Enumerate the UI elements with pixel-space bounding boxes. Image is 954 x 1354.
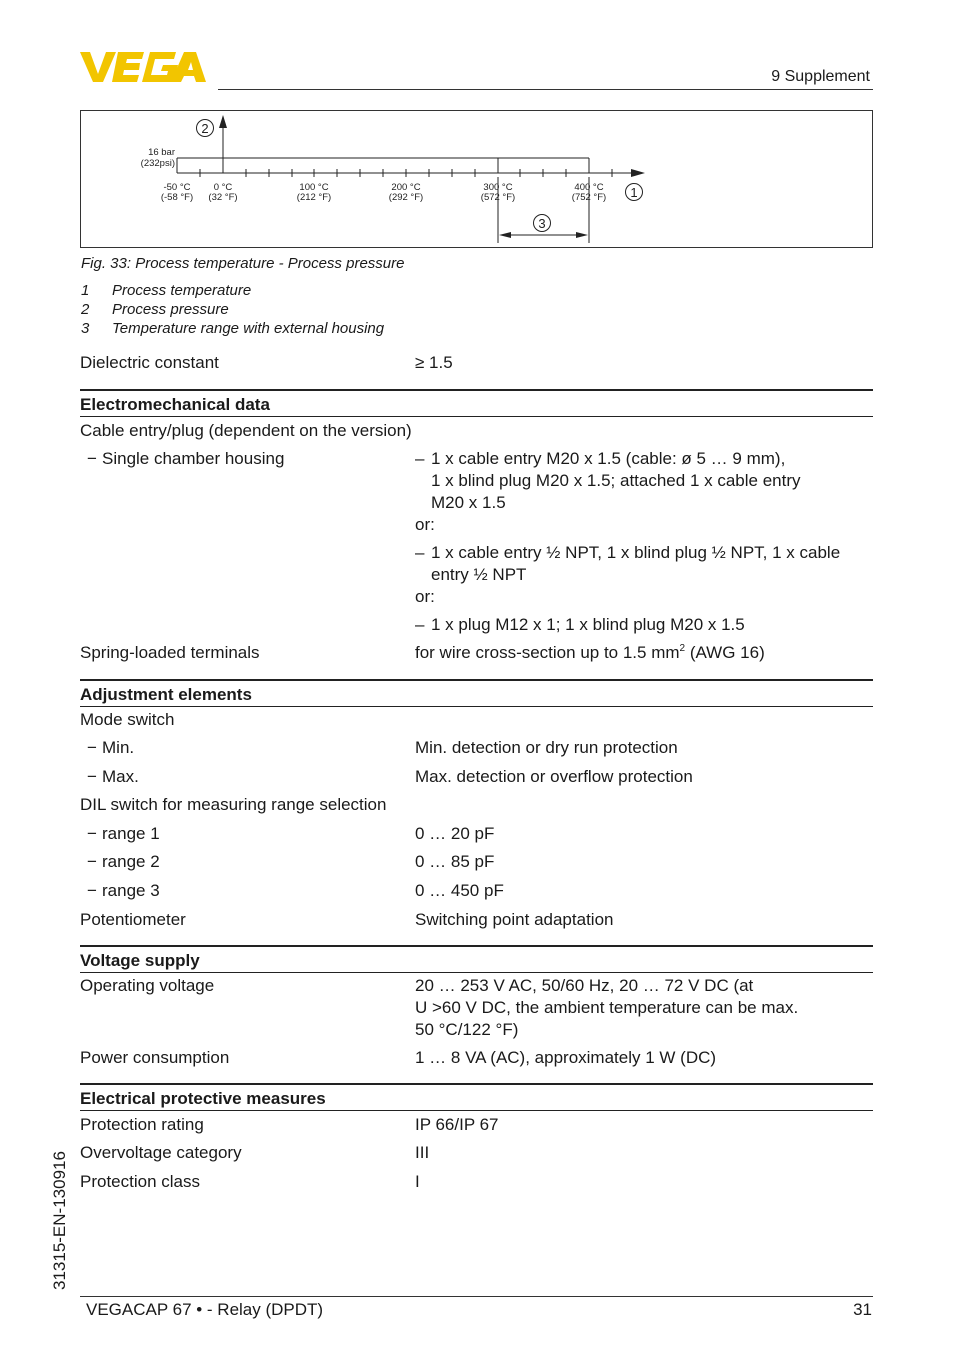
or-line: or: xyxy=(415,515,435,534)
option3-line: – 1 x plug M12 x 1; 1 x blind plug M20 x 1.5 xyxy=(415,615,745,634)
section-voltage-supply: Voltage supply xyxy=(80,945,873,973)
protection-class-row: Protection class I xyxy=(80,1172,420,1191)
page-number: 31 xyxy=(853,1300,872,1319)
dielectric-row xyxy=(80,352,873,374)
tick-label: 200 °C xyxy=(391,182,421,193)
cable-entry-row: Cable entry/plug (dependent on the version) xyxy=(80,421,412,440)
legend-item: 1 Process temperature xyxy=(81,282,252,299)
section-label: 9 Supplement xyxy=(771,68,870,85)
potentiometer-row: Potentiometer Switching point adaptation xyxy=(80,910,614,929)
option2-line: entry ½ NPT xyxy=(431,565,527,584)
range3-row: − range 3 0 … 450 pF xyxy=(87,881,504,900)
tick-label: (292 °F) xyxy=(388,192,424,203)
marker-3: 3 xyxy=(538,216,546,231)
tick-label: 300 °C xyxy=(483,182,513,193)
dielectric-label: Dielectric constant xyxy=(80,353,219,372)
option1-line: 1 x blind plug M20 x 1.5; attached 1 x cable entry xyxy=(431,471,801,490)
tick-label: (212 °F) xyxy=(296,192,332,203)
tick-label: (-58 °F) xyxy=(160,192,194,203)
max-row: − Max. Max. detection or overflow protection xyxy=(87,767,693,786)
footer-product: VEGACAP 67 • - Relay (DPDT) xyxy=(86,1300,324,1319)
dil-switch-row: DIL switch for measuring range selection xyxy=(80,795,387,814)
overvoltage-row: Overvoltage category III xyxy=(80,1143,430,1162)
tick-label: (572 °F) xyxy=(480,192,516,203)
terminals-value: for wire cross-section up to 1.5 $mm^2$ (AWG 16) xyxy=(415,643,765,662)
single-chamber-row: − Single chamber housing – 1 x cable entry M20 x 1.5 (cable: ø 5 … 9 mm), xyxy=(87,449,786,468)
tick-label: 400 °C xyxy=(574,182,604,193)
figure-legend xyxy=(81,281,384,338)
vega-logo xyxy=(80,50,212,84)
legend-item: 2 Process pressure xyxy=(81,301,229,318)
power-consumption-row: Power consumption 1 … 8 VA (AC), approximately 1 W (DC) xyxy=(80,1048,717,1067)
marker-2: 2 xyxy=(201,121,209,136)
min-row: − Min. Min. detection or dry run protection xyxy=(87,738,678,757)
section-electromechanical: Electromechanical data xyxy=(80,389,873,417)
terminals-row: Spring-loaded terminals for wire cross-section up to 1.5 $mm^2$ (AWG 16) xyxy=(80,643,765,662)
vega-logo-icon xyxy=(80,50,212,84)
pressure-label-psi: (232psi) xyxy=(140,158,175,169)
range2-row: − range 2 0 … 85 pF xyxy=(87,852,495,871)
tick-label: (32 °F) xyxy=(208,192,238,203)
or-line: or: xyxy=(415,587,435,606)
tick-label: (752 °F) xyxy=(571,192,607,203)
header-rule xyxy=(218,89,873,90)
figure-caption: Fig. 33: Process temperature - Process pressure xyxy=(81,255,405,272)
legend-item: 3 Temperature range with external housing xyxy=(81,320,385,337)
document-id: 31315-EN-130916 xyxy=(50,1151,69,1290)
tick-label: 100 °C xyxy=(299,182,329,193)
dielectric-value: ≥ 1.5 xyxy=(415,353,453,372)
option2-line: – 1 x cable entry ½ NPT, 1 x blind plug ½ NPT, 1 x cable xyxy=(415,543,841,562)
mode-switch-row: Mode switch xyxy=(80,710,175,729)
operating-voltage-line: 50 °C/122 °F) xyxy=(415,1020,519,1039)
range1-row: − range 1 0 … 20 pF xyxy=(87,824,495,843)
x-axis-arrow-icon xyxy=(631,169,645,177)
dimension-arrow-right-icon xyxy=(576,232,588,238)
pressure-label: 16 bar xyxy=(148,147,175,158)
tick-label: -50 °C xyxy=(163,182,191,193)
section-adjustment: Adjustment elements xyxy=(80,679,873,707)
marker-1: 1 xyxy=(630,185,638,200)
figure-diagram xyxy=(80,110,873,248)
tick-label: 0 °C xyxy=(213,182,233,193)
option1-line: M20 x 1.5 xyxy=(431,493,506,512)
section-protective-measures: Electrical protective measures xyxy=(80,1083,873,1111)
dimension-arrow-left-icon xyxy=(499,232,511,238)
operating-voltage-line: U >60 V DC, the ambient temperature can be max. xyxy=(415,998,799,1017)
footer-rule xyxy=(80,1296,873,1297)
protection-rating-row: Protection rating IP 66/IP 67 xyxy=(80,1115,499,1134)
y-axis-arrow-icon xyxy=(219,115,227,128)
operating-voltage-row: Operating voltage 20 … 253 V AC, 50/60 Hz, 20 … 72 V DC (at xyxy=(80,976,754,995)
